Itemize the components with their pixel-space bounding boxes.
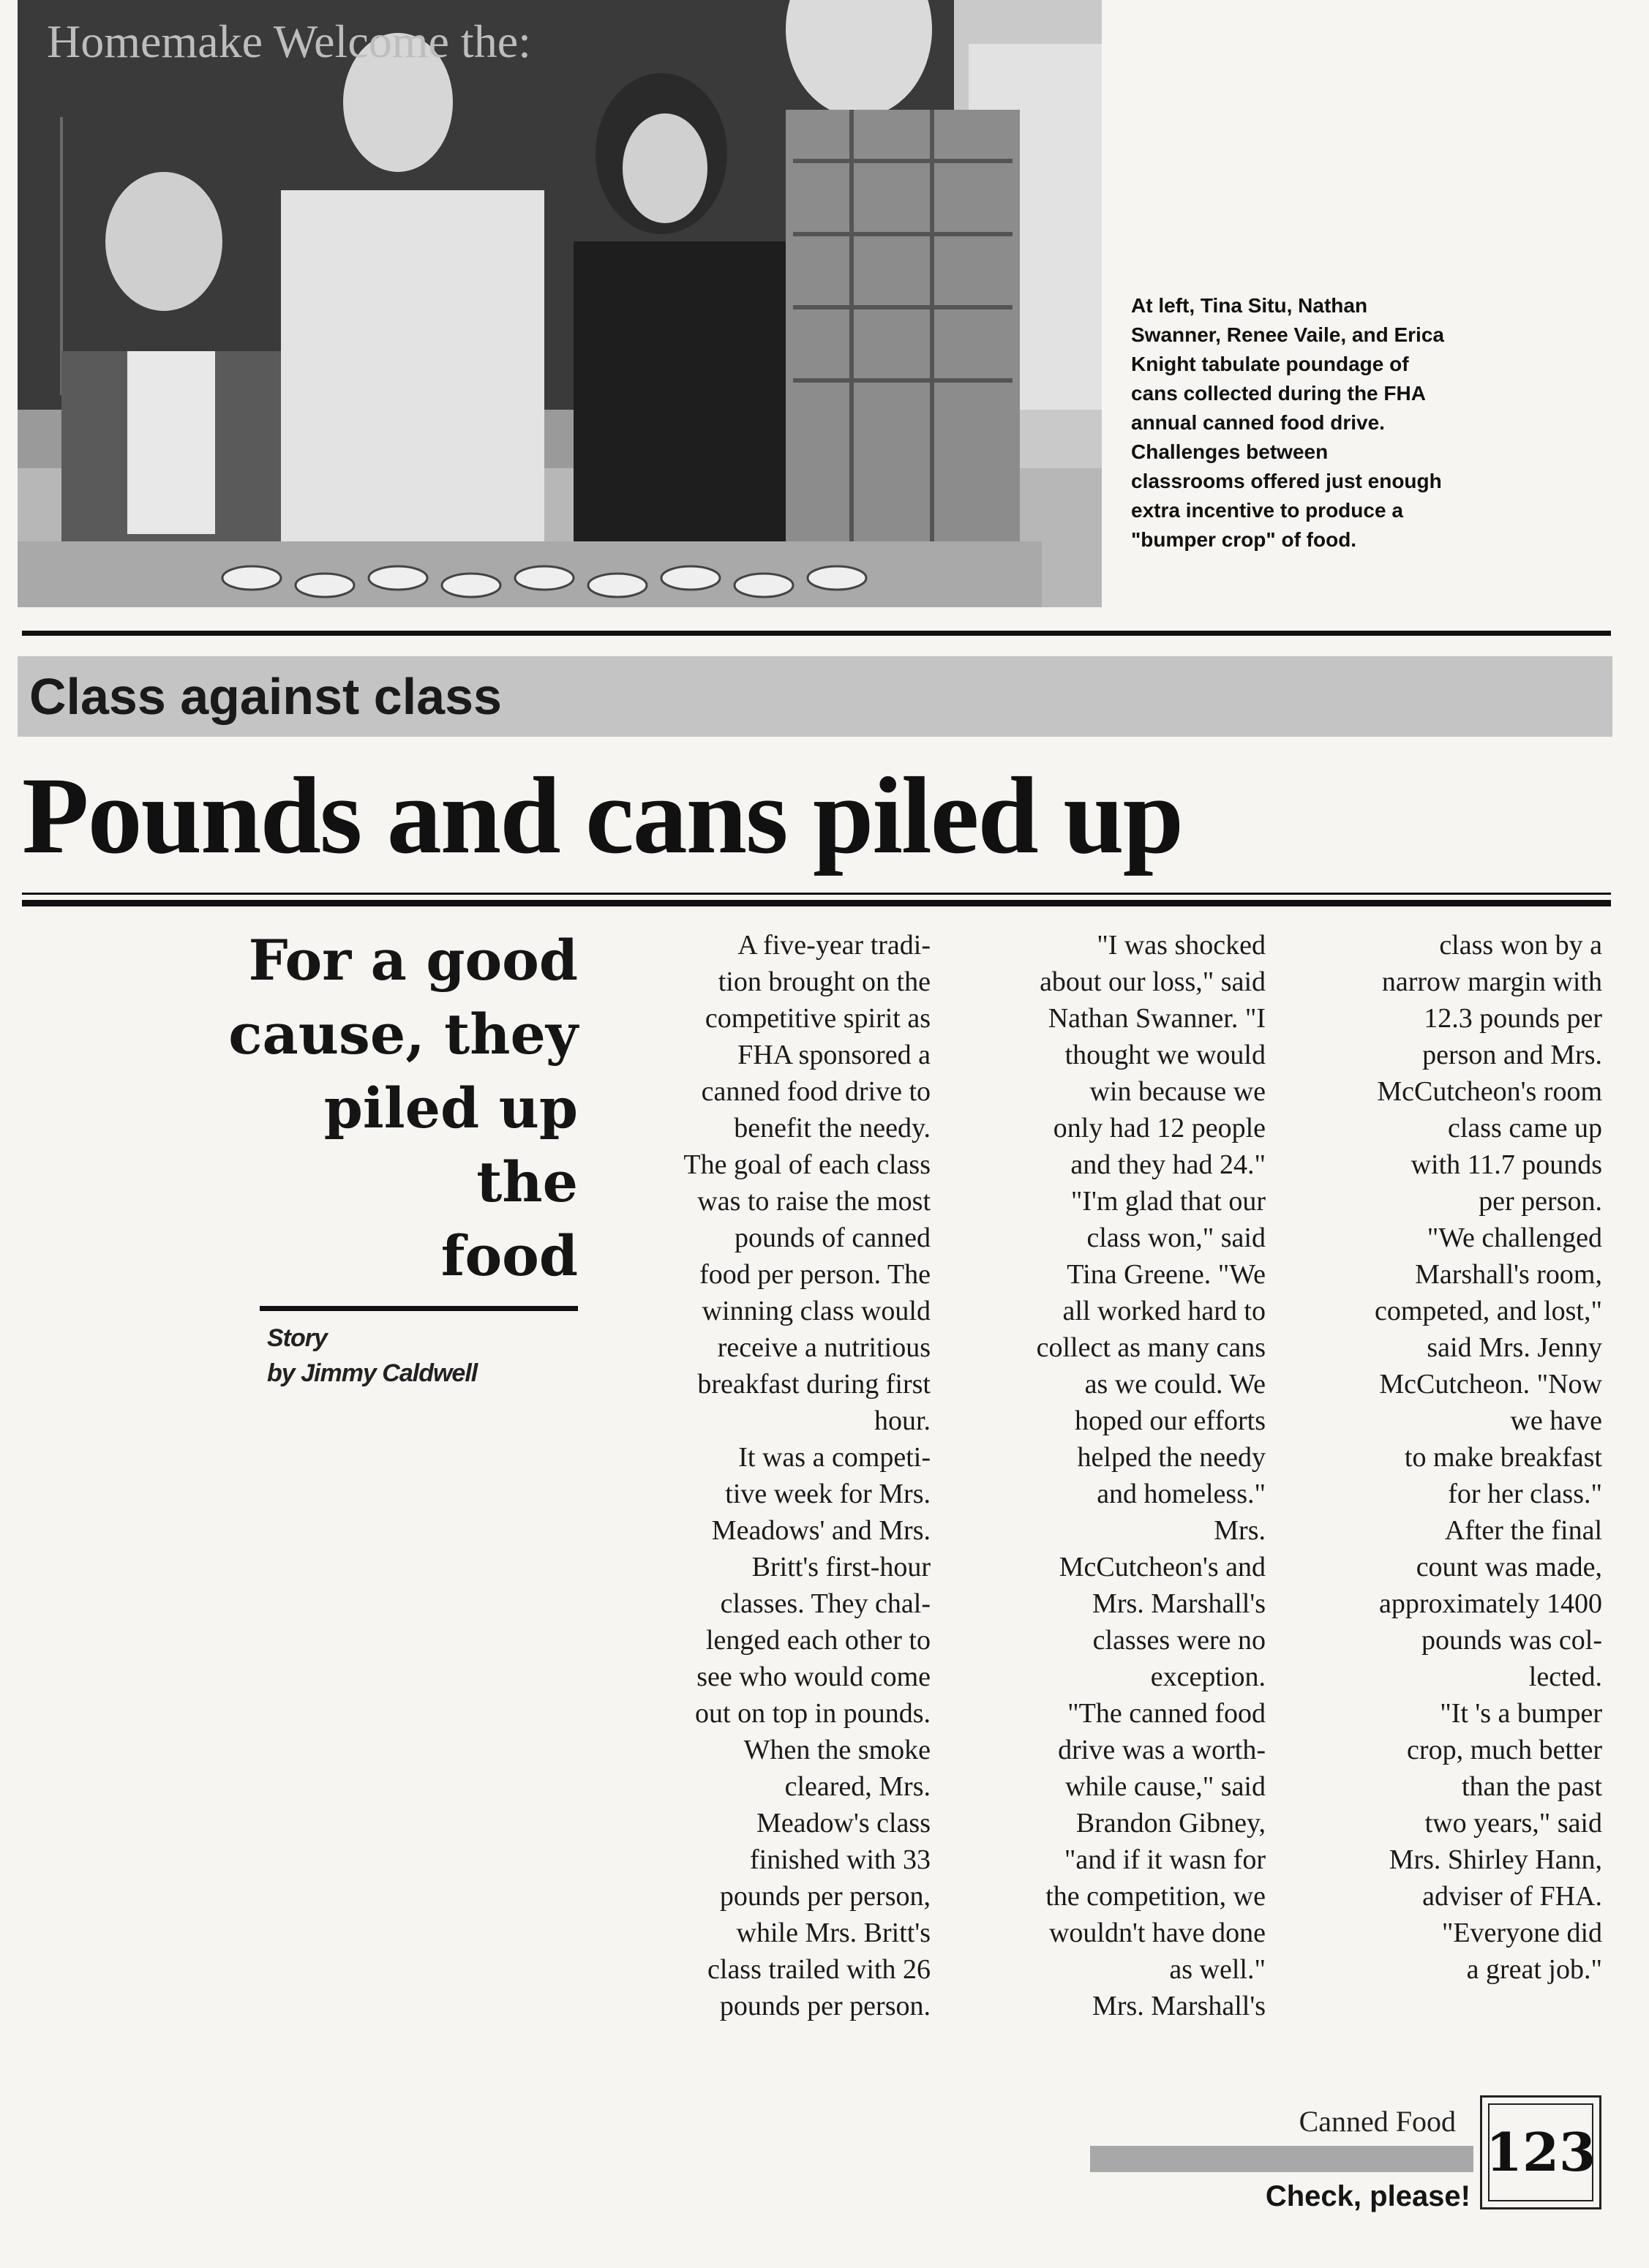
body-line: collect as many cans: [1036, 1332, 1266, 1363]
body-line: while cause," said: [1064, 1771, 1266, 1802]
deck-line: For a good: [248, 928, 578, 993]
body-line: the competition, we: [1045, 1881, 1266, 1912]
body-line: with 11.7 pounds: [1411, 1149, 1602, 1180]
body-line: McCutcheon's room: [1377, 1076, 1602, 1107]
body-line: crop, much better: [1407, 1735, 1602, 1765]
body-line: "The canned food: [1067, 1698, 1266, 1729]
body-line: pounds was col-: [1421, 1625, 1602, 1656]
body-line: pounds of canned: [734, 1223, 931, 1253]
body-line: cleared, Mrs.: [784, 1771, 931, 1802]
body-line: "and if it wasn for: [1064, 1844, 1266, 1875]
section-tagline: Check, please!: [1265, 2180, 1470, 2212]
body-line: tion brought on the: [718, 966, 931, 997]
body-line: McCutcheon's and: [1059, 1552, 1266, 1582]
body-line: while Mrs. Britt's: [736, 1918, 931, 1948]
body-line: It was a competi-: [738, 1442, 931, 1473]
body-line: "I was shocked: [1097, 930, 1266, 961]
body-line: Britt's first-hour: [751, 1552, 931, 1582]
body-line: Tina Greene. "We: [1067, 1259, 1266, 1290]
body-line: was to raise the most: [697, 1186, 931, 1217]
body-line: Mrs. Marshall's: [1092, 1991, 1266, 2021]
body-line: A five-year tradi-: [737, 930, 931, 961]
photo-caption: At left, Tina Situ, Nathan Swanner, Renee Vaile, and Erica Knight tabulate poundage of cans collected during the FHA annual canned food drive. Challenges between classrooms offered just enough extra incentive to produce a "bumper crop" of food.: [1131, 294, 1444, 551]
body-line: canned food drive to: [701, 1076, 931, 1107]
body-line: approximately 1400: [1379, 1588, 1602, 1619]
body-line: win because we: [1089, 1076, 1266, 1107]
body-line: When the smoke: [743, 1735, 931, 1765]
body-line: count was made,: [1416, 1552, 1602, 1582]
body-column-1: [615, 927, 931, 2024]
body-line: thought we would: [1064, 1040, 1266, 1070]
body-line: person and Mrs.: [1422, 1040, 1602, 1070]
body-line: The goal of each class: [683, 1149, 931, 1180]
deck-line: cause, they: [228, 1002, 578, 1067]
body-line: and they had 24.": [1070, 1149, 1266, 1180]
body-line: class won by a: [1439, 930, 1602, 961]
byline: [267, 1321, 574, 1391]
body-line: and homeless.": [1097, 1479, 1266, 1509]
body-line: for her class.": [1448, 1479, 1602, 1509]
body-line: After the final: [1444, 1515, 1602, 1546]
body-line: McCutcheon. "Now: [1379, 1369, 1602, 1400]
body-line: two years," said: [1424, 1808, 1602, 1839]
body-line: a great job.": [1466, 1954, 1602, 1985]
body-line: class came up: [1447, 1113, 1602, 1144]
body-line: "We challenged: [1427, 1223, 1602, 1253]
body-line: pounds per person,: [719, 1881, 931, 1912]
body-line: to make breakfast: [1404, 1442, 1602, 1473]
body-column-3: [1286, 927, 1602, 1988]
byline-label: Story: [267, 1324, 327, 1352]
body-line: we have: [1510, 1405, 1602, 1436]
body-line: Brandon Gibney,: [1075, 1808, 1266, 1839]
body-line: see who would come: [696, 1661, 931, 1692]
deck: [183, 923, 578, 1293]
body-line: hoped our efforts: [1074, 1405, 1266, 1436]
headline-rule-thin: [22, 893, 1611, 895]
body-line: class trailed with 26: [707, 1954, 931, 1985]
page-number-frame: [1485, 2103, 1596, 2201]
body-line: winning class would: [702, 1296, 931, 1326]
body-line: Meadows' and Mrs.: [711, 1515, 931, 1546]
headline: Pounds and cans piled up: [22, 755, 1183, 876]
body-line: out on top in pounds.: [695, 1698, 931, 1729]
page-number: 123: [1485, 2121, 1596, 2183]
body-line: "Everyone did: [1441, 1918, 1602, 1948]
deck-rule: [260, 1306, 578, 1311]
byline-author: by Jimmy Caldwell: [267, 1359, 478, 1387]
body-line: Meadow's class: [756, 1808, 931, 1839]
body-line: Nathan Swanner. "I: [1048, 1003, 1266, 1034]
body-line: helped the needy: [1077, 1442, 1266, 1473]
body-line: lected.: [1528, 1661, 1602, 1692]
body-line: wouldn't have done: [1048, 1918, 1266, 1948]
body-line: classes were no: [1092, 1625, 1266, 1656]
deck-line: food: [440, 1223, 578, 1288]
body-line: pounds per person.: [719, 1991, 931, 2021]
body-line: "I'm glad that our: [1070, 1186, 1266, 1217]
footer-bar: [1090, 2146, 1473, 2172]
body-line: "It 's a bumper: [1440, 1698, 1602, 1729]
deck-line: piled up: [323, 1075, 578, 1141]
body-line: competed, and lost,": [1375, 1296, 1602, 1326]
top-rule: [22, 631, 1611, 636]
body-line: adviser of FHA.: [1422, 1881, 1602, 1912]
chalkboard-text: Homemake Welcome the:: [47, 15, 531, 67]
headline-rule-thick: [22, 900, 1611, 906]
body-line: as we could. We: [1084, 1369, 1266, 1400]
body-line: exception.: [1150, 1661, 1266, 1692]
page-number-box: [1480, 2095, 1601, 2209]
section-name: Canned Food: [1299, 2105, 1456, 2138]
body-line: class won," said: [1086, 1223, 1266, 1253]
body-line: benefit the needy.: [734, 1113, 931, 1144]
body-line: all worked hard to: [1062, 1296, 1266, 1326]
body-line: Mrs. Shirley Hann,: [1389, 1844, 1602, 1875]
body-line: FHA sponsored a: [737, 1040, 931, 1070]
body-line: Marshall's room,: [1415, 1259, 1602, 1290]
body-column-2: [950, 927, 1266, 2024]
body-line: competitive spirit as: [705, 1003, 931, 1034]
body-line: said Mrs. Jenny: [1427, 1332, 1602, 1363]
body-line: finished with 33: [750, 1844, 931, 1875]
body-line: 12.3 pounds per: [1424, 1003, 1602, 1034]
body-line: breakfast during first: [697, 1369, 931, 1400]
body-line: Mrs.: [1214, 1515, 1266, 1546]
body-line: only had 12 people: [1053, 1113, 1266, 1144]
kicker: Class against class: [29, 668, 502, 725]
body-line: narrow margin with: [1381, 966, 1602, 997]
body-line: than the past: [1461, 1771, 1602, 1802]
body-line: food per person. The: [699, 1259, 931, 1290]
body-line: Mrs. Marshall's: [1092, 1588, 1266, 1619]
feature-photo: [18, 0, 1102, 607]
body-line: lenged each other to: [705, 1625, 931, 1656]
body-line: classes. They chal-: [720, 1588, 931, 1619]
body-line: per person.: [1479, 1186, 1602, 1217]
body-line: as well.": [1169, 1954, 1266, 1985]
body-line: hour.: [874, 1405, 931, 1436]
body-line: receive a nutritious: [717, 1332, 931, 1363]
body-line: drive was a worth-: [1058, 1735, 1266, 1765]
deck-line: the: [476, 1149, 578, 1214]
body-line: about our loss," said: [1040, 966, 1266, 997]
body-line: tive week for Mrs.: [725, 1479, 931, 1509]
